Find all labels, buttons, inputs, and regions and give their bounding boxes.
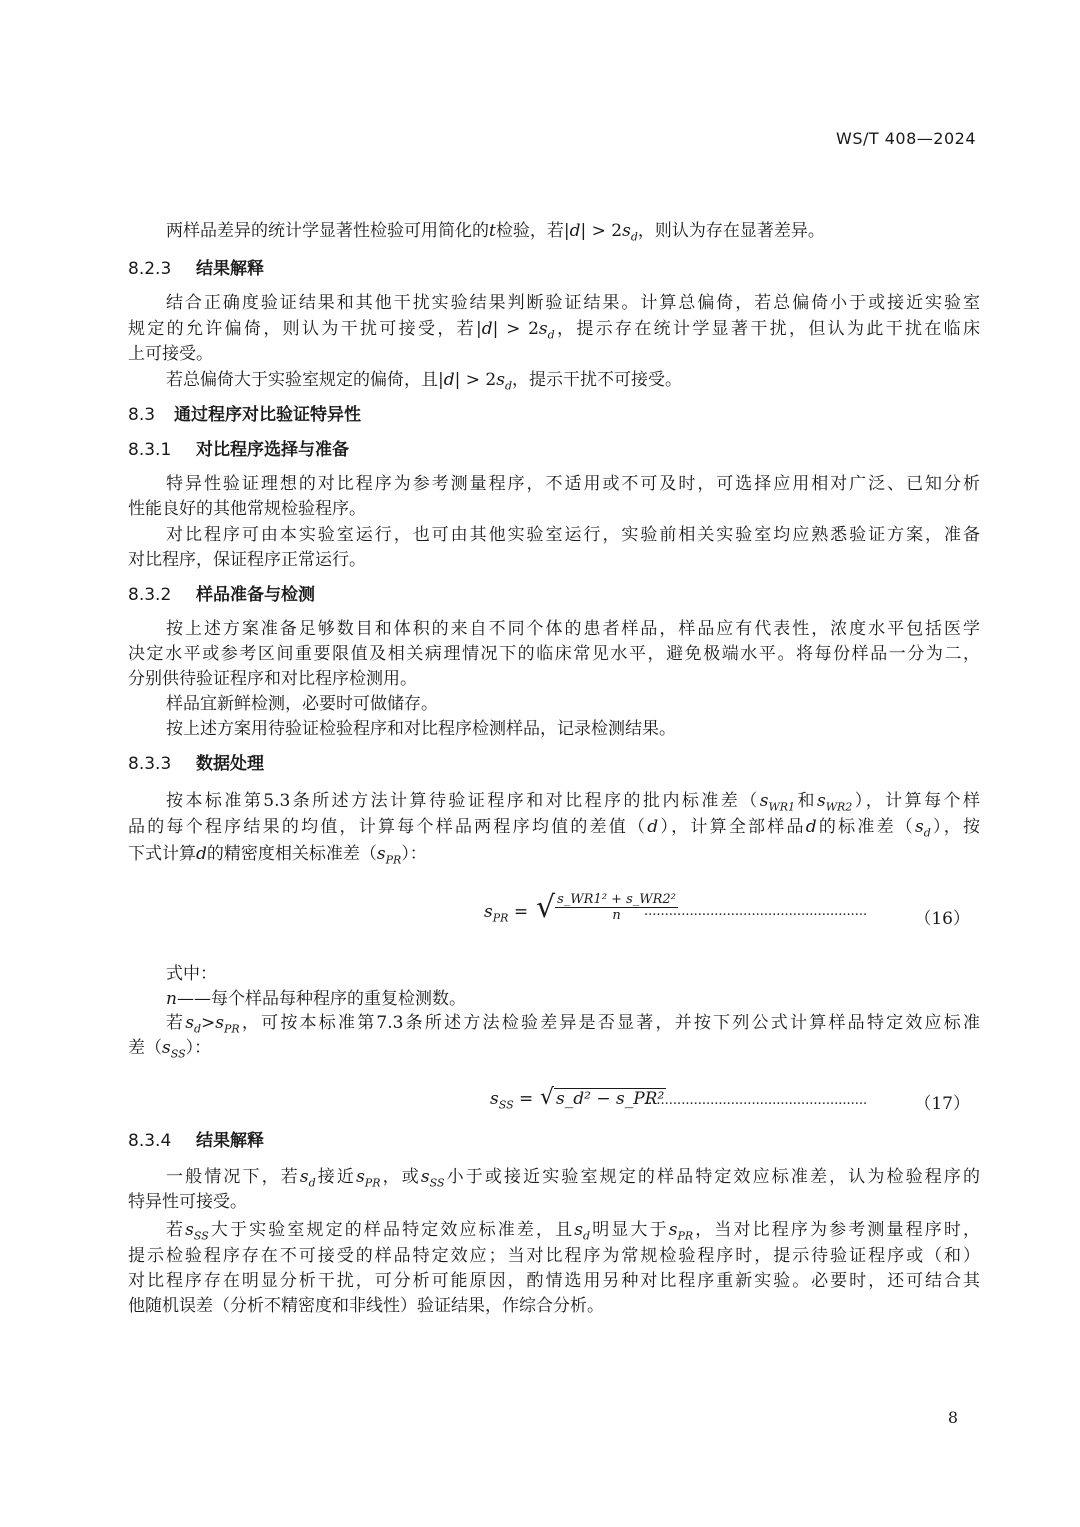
paragraph-line: 上可接受。	[128, 344, 213, 364]
section-heading-8-3-3: 8.3.3 数据处理	[128, 754, 264, 774]
paragraph-line: 性能良好的其他常规检验程序。	[128, 499, 366, 519]
paragraph-line: 决定水平或参考区间重要限值及相关病理情况下的临床常见水平，避免极端水平。将每份样品一分为二，	[128, 644, 980, 664]
paragraph-line: 下式计算d的精密度相关标准差$(s_{PR})$：	[128, 844, 427, 867]
section-heading-8-3: 8.3 通过程序对比验证特异性	[128, 405, 361, 425]
square-root-symbol: √	[540, 1085, 555, 1110]
paragraph-line: 提示检验程序存在不可接受的样品特定效应；当对比程序为常规检验程序时，提示待验证程序或（和）	[128, 1246, 980, 1266]
section-heading-8-3-1: 8.3.1 对比程序选择与准备	[128, 440, 349, 460]
section-heading-8-3-4: 8.3.4 结果解释	[128, 1131, 264, 1151]
paragraph-line: 对比程序，保证程序正常运行。	[128, 550, 366, 570]
paragraph-line: 差$(s_{SS})$：	[128, 1038, 212, 1061]
paragraph-line: 按本标准第5.3条所述方法计算待验证程序和对比程序的批内标准差（$s_{WR1}$和$s_{WR2}$），计算每个样	[166, 791, 981, 814]
page-number: 8	[947, 1408, 958, 1427]
square-root-symbol: √	[536, 890, 556, 925]
paragraph-line: 他随机误差（分析不精密度和非线性）验证结果，作综合分析。	[128, 1296, 604, 1316]
paragraph-line: 特异性验证理想的对比程序为参考测量程序，不适用或不可及时，可选择应用相对广泛、已知分析	[166, 474, 980, 494]
paragraph-line: 按上述方案用待验证检验程序和对比程序检测样品，记录检测结果。	[166, 719, 676, 739]
section-heading-8-2-3: 8.2.3 结果解释	[128, 259, 264, 279]
paragraph-line: 结合正确度验证结果和其他干扰实验结果判断验证结果。计算总偏倚，若总偏倚小于或接近实验室	[166, 293, 980, 313]
paragraph-line: 式中：	[166, 964, 217, 984]
paragraph-line: n——每个样品每种程序的重复检测数。	[166, 989, 466, 1009]
fraction: $\frac{\text{s\_WR1² + s\_WR2²}}{n}$	[557, 892, 676, 923]
paragraph-line: 若$s_{SS}$大于实验室规定的样品特定效应标准差，且$s_d$明显大于$s_{PR}$，当对比程序为参考测量程序时，	[166, 1220, 981, 1243]
equation-16: $s_{PR}$ = √ $\frac{\text{s\_WR1² + s\_WR2²}}{n}$ ...................................................... （16）	[484, 890, 970, 929]
paragraph-significance-test: 两样品差异的统计学显著性检验可用简化的t检验，若$|d| > 2s_d$，则认为存在显著差异。	[166, 221, 825, 244]
equation-17: $s_{SS}$ = √ s_d² − s_PR² ...................................................... （17）	[490, 1085, 970, 1114]
paragraph-line: 一般情况下，若$s_d$接近$s_{PR}$，或$s_{SS}$小于或接近实验室规定的样品特定效应标准差，认为检验程序的	[166, 1167, 981, 1190]
paragraph-line: 对比程序存在明显分析干扰，可分析可能原因，酌情选用另种对比程序重新实验。必要时，还可结合其	[128, 1271, 980, 1291]
document-code: WS/T 408—2024	[836, 129, 976, 148]
paragraph-line: 按上述方案准备足够数目和体积的来自不同个体的患者样品，样品应有代表性，浓度水平包括医学	[166, 619, 980, 639]
paragraph-line: 对比程序可由本实验室运行，也可由其他实验室运行，实验前相关实验室均应熟悉验证方案，准备	[166, 525, 980, 545]
paragraph-line: 样品宜新鲜检测，必要时可做储存。	[166, 694, 438, 714]
paragraph-line: 若总偏倚大于实验室规定的偏倚，且$|d| > 2s_d$，提示干扰不可接受。	[166, 370, 683, 393]
paragraph-line: 品的每个程序结果的均值，计算每个样品两程序均值的差值（d），计算全部样品d的标准差$(s_d)$，按	[128, 817, 981, 840]
section-heading-8-3-2: 8.3.2 样品准备与检测	[128, 585, 315, 605]
paragraph-line: 特异性可接受。	[128, 1192, 247, 1212]
paragraph-line: 分别供待验证程序和对比程序检测用。	[128, 669, 417, 689]
paragraph-line: 规定的允许偏倚，则认为干扰可接受，若$|d| > 2s_d$，提示存在统计学显著干扰，但认为此干扰在临床	[128, 319, 980, 342]
paragraph-line: 若$s_d>s_{PR}$，可按本标准第7.3条所述方法检验差异是否显著，并按下列公式计算样品特定效应标准	[166, 1013, 980, 1036]
